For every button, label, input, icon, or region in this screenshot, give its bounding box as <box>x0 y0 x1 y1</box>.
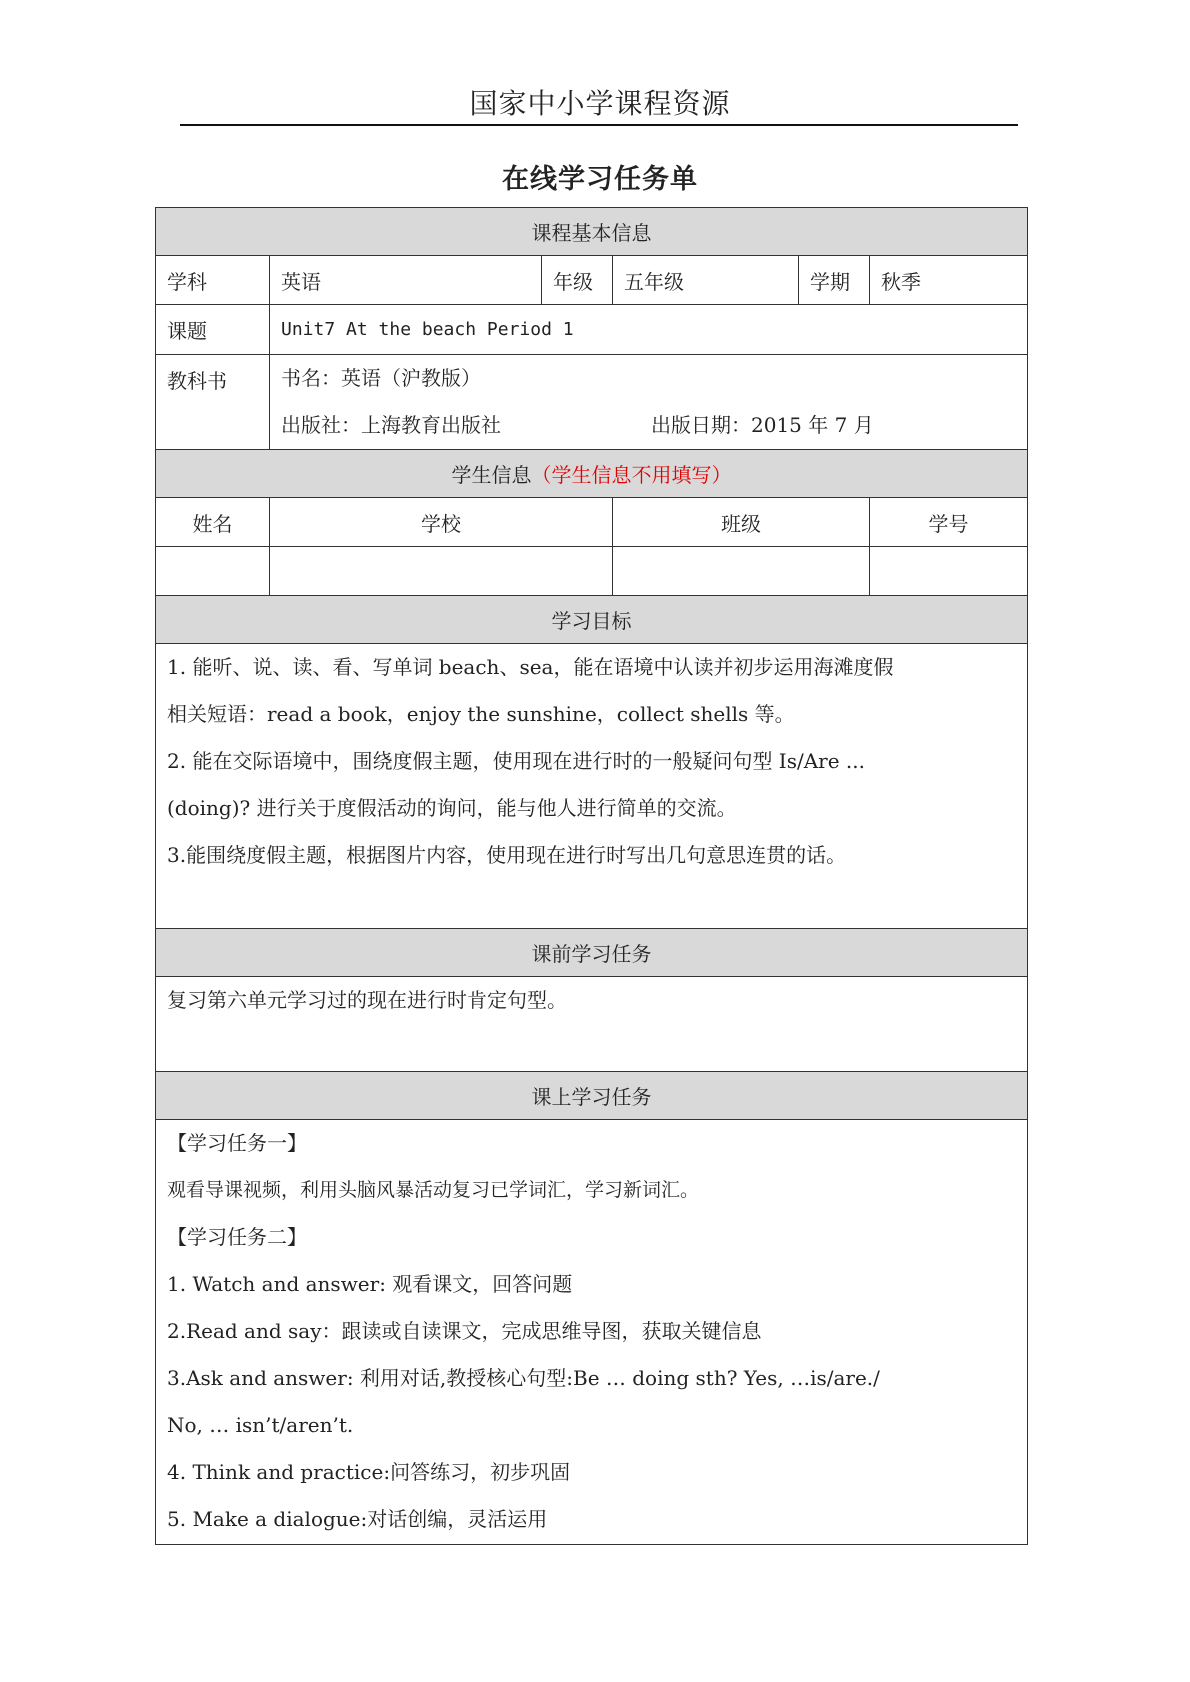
subject-value: 英语 <box>270 256 542 305</box>
topic-label: 课题 <box>156 305 270 355</box>
student-info-header-row <box>156 450 1028 498</box>
objectives-header-row <box>156 596 1028 644</box>
publication-date: 出版日期：2015 年 7 月 <box>651 413 874 437</box>
publisher-line <box>281 402 1016 449</box>
task2-title: 【学习任务二】 <box>167 1225 307 1249</box>
textbook-details <box>270 355 1028 450</box>
header-rule <box>180 124 1018 126</box>
objective-line: 1. 能听、说、读、看、写单词 beach、sea，能在语境中认读并初步运用海滩度假 <box>167 655 894 679</box>
student-info-title <box>156 450 1028 498</box>
textbook-label: 教科书 <box>156 355 270 450</box>
student-info-blank-row <box>156 547 1028 596</box>
task-sheet-table <box>155 207 1028 1545</box>
header-title: 国家中小学课程资源 <box>469 87 731 120</box>
publisher: 出版社：上海教育出版社 <box>281 413 501 437</box>
task1-title: 【学习任务一】 <box>167 1131 307 1155</box>
course-info-title: 课程基本信息 <box>156 208 1028 256</box>
in-class-title: 课上学习任务 <box>156 1072 1028 1120</box>
pre-class-text: 复习第六单元学习过的现在进行时肯定句型。 <box>167 988 567 1012</box>
textbook-row <box>156 355 1028 450</box>
name-blank[interactable] <box>156 547 270 596</box>
pre-class-row <box>156 977 1028 1072</box>
task2-item: 1. Watch and answer: 观看课文，回答问题 <box>167 1272 573 1296</box>
student-info-labels-row <box>156 498 1028 547</box>
topic-row <box>156 305 1028 355</box>
grade-value: 五年级 <box>613 256 799 305</box>
in-class-header-row <box>156 1072 1028 1120</box>
student-info-title-text: 学生信息 <box>451 463 532 487</box>
objective-line: 相关短语：read a book，enjoy the sunshine，collect shells 等。 <box>167 702 795 726</box>
course-info-header-row <box>156 208 1028 256</box>
objective-line: 2. 能在交际语境中，围绕度假主题，使用现在进行时的一般疑问句型 Is/Are ... <box>167 749 865 773</box>
subject-label: 学科 <box>156 256 270 305</box>
student-info-note: （学生信息不用填写） <box>531 463 732 487</box>
doc-title: 在线学习任务单 <box>502 164 698 195</box>
in-class-content <box>156 1120 1028 1545</box>
objectives-content <box>156 644 1028 929</box>
student-id-blank[interactable] <box>870 547 1028 596</box>
task2-item: 5. Make a dialogue:对话创编，灵活运用 <box>167 1507 548 1531</box>
pre-class-title: 课前学习任务 <box>156 929 1028 977</box>
task2-item: 3.Ask and answer: 利用对话,教授核心句型:Be … doing sth? Yes, …is/are./ <box>167 1366 880 1390</box>
school-label: 学校 <box>270 498 613 547</box>
task2-item: 4. Think and practice:问答练习，初步巩固 <box>167 1460 571 1484</box>
name-label: 姓名 <box>156 498 270 547</box>
class-blank[interactable] <box>613 547 870 596</box>
class-label: 班级 <box>613 498 870 547</box>
book-name: 书名：英语（沪教版） <box>281 366 481 390</box>
task1-text: 观看导课视频，利用头脑风暴活动复习已学词汇，学习新词汇。 <box>167 1179 700 1201</box>
term-label: 学期 <box>799 256 870 305</box>
school-blank[interactable] <box>270 547 613 596</box>
objective-line: 3.能围绕度假主题，根据图片内容，使用现在进行时写出几句意思连贯的话。 <box>167 843 847 867</box>
pre-class-header-row <box>156 929 1028 977</box>
subject-row <box>156 256 1028 305</box>
objective-line: (doing)? 进行关于度假活动的询问，能与他人进行简单的交流。 <box>167 796 737 820</box>
objectives-row <box>156 644 1028 929</box>
pre-class-content <box>156 977 1028 1072</box>
grade-label: 年级 <box>542 256 613 305</box>
objectives-title: 学习目标 <box>156 596 1028 644</box>
term-value: 秋季 <box>870 256 1028 305</box>
task2-item: No, … isn’t/aren’t. <box>167 1413 354 1437</box>
task2-item: 2.Read and say：跟读或自读课文，完成思维导图，获取关键信息 <box>167 1319 762 1343</box>
student-id-label: 学号 <box>870 498 1028 547</box>
in-class-row <box>156 1120 1028 1545</box>
topic-value: Unit7 At the beach Period 1 <box>270 305 1028 355</box>
